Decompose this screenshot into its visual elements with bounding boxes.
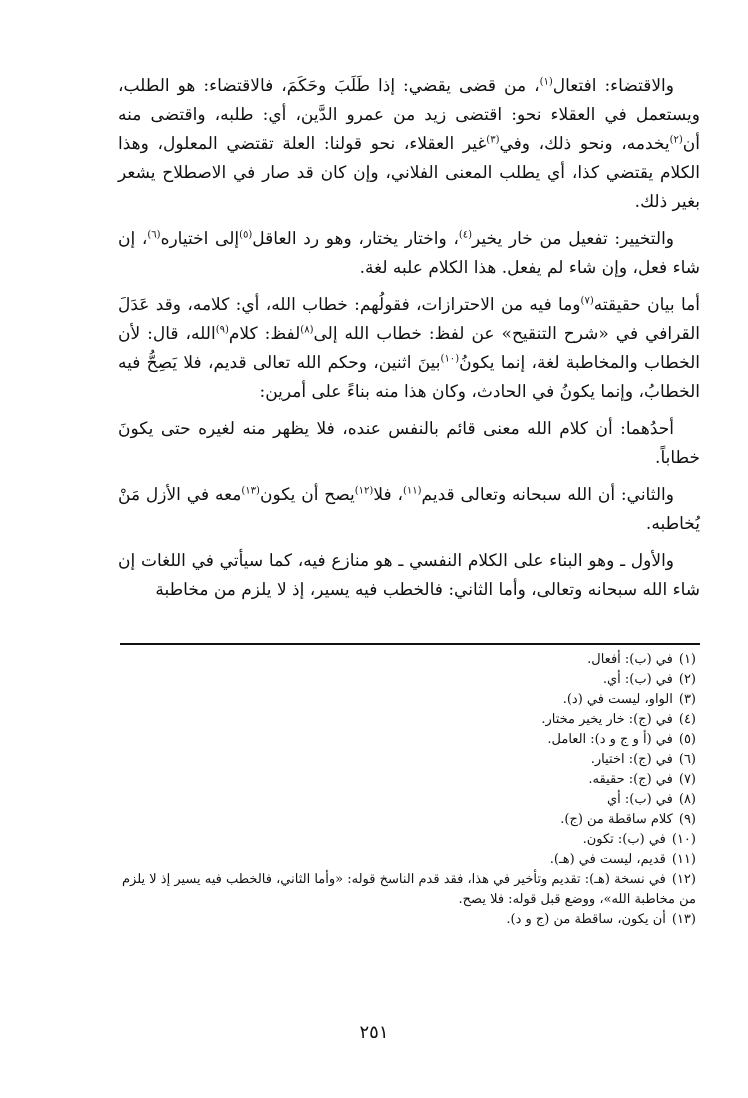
footnote-ref[interactable]: (٧): [580, 295, 594, 307]
footnote-ref[interactable]: (٣): [486, 134, 500, 146]
footnote-ref[interactable]: (١٢): [354, 485, 374, 497]
footnote-item: (٣)الواو، ليست في (د).: [562, 692, 696, 707]
footnote-item: (١٠)في (ب): تكون.: [582, 832, 696, 847]
footnote-ref[interactable]: (٨): [300, 324, 314, 336]
footnote-item: (٩)كلام ساقطة من (ج).: [560, 812, 696, 827]
footnote-ref[interactable]: (١١): [402, 485, 422, 497]
footnote-ref[interactable]: (٩): [215, 324, 229, 336]
paragraph-second: والثاني: أن الله سبحانه وتعالى قديم$^{(١١)}$، فلا$^{(١٢)}$يصح أن يكون$^{(١٣)}$معه في الأزل مَنْ يُخاطبه.: [118, 485, 700, 534]
page-number: ٢٥١: [359, 1022, 389, 1043]
footnote-item: (٤)في (ج): خار يخير مختار.: [541, 712, 696, 727]
footnote-divider: [120, 643, 700, 645]
footnote-ref[interactable]: (٦): [147, 229, 161, 241]
main-text: [118, 72, 700, 613]
footnote-ref[interactable]: (١٠): [440, 353, 460, 365]
footnote-ref[interactable]: (١٣): [241, 485, 260, 497]
paragraph-takhyir: والتخيير: تفعيل من خار يخير$^{(٤)}$، واختار يختار، وهو رد العاقل$^{(٥)}$إلى اختياره$^{(٦)}$، إن شاء فعل، وإن شاء لم يفعل. هذا الكلام علبه لغة.: [118, 229, 700, 278]
footnote-ref[interactable]: (٥): [239, 229, 253, 241]
footnote-item: (١٣)أن يكون، ساقطة من (ج و د).: [506, 912, 696, 927]
footnote-item: (٧)في (ج): حقيقه.: [588, 772, 696, 787]
footnote-item: (٦)في (ج): اختيار.: [590, 752, 696, 767]
footnotes-list: [118, 650, 700, 930]
paragraph-first: أحدُهما: أن كلام الله معنى قائم بالنفس عنده، فلا يظهر منه لغيره حتى يكونَ خطاباً.: [118, 419, 700, 468]
footnote-item: (١٢)في نسخة (هـ): تقديم وتأخير في هذا، فقد قدم الناسخ قوله: «وأما الثاني، فالخطب فيه يسير إذ لا يلزم من مخاطبة الله»، ووضع قبل قوله: فلا يصح.: [121, 872, 696, 907]
footnote-ref[interactable]: (٤): [458, 229, 473, 241]
footnote-item: (١١)قديم، ليست في (هـ).: [549, 852, 696, 867]
paragraph-haqiqa: أما بيان حقيقته$^{(٧)}$وما فيه من الاحترازات، فقولُهم: خطاب الله، أي: كلامه، وقد عَدَلَ القرافي في «شرح التنقيح» عن لفظ: خطاب الله إلى$^{(٨)}$لفظ: كلام$^{(٩)}$الله، قال: لأن الخطاب والمخاطبة لغة، إنما يكونُ$^{(١٠)}$بينَ اثنين، وحكم الله تعالى قديم، فلا يَصِحُّ فيه الخطابُ، وإنما يكونُ في الحادث، وكان هذا منه بناءً على أمرين:: [118, 295, 700, 402]
footnote-ref[interactable]: (١): [539, 76, 553, 88]
paragraph-iqtida: والاقتضاء: افتعال$^{(١)}$، من قضى يقضي: إذا طَلَبَ وحَكَمَ، فالاقتضاء: هو الطلب، ويستعمل في العقلاء نحو: اقتضى زيد من عمرو الدَّين، أي: طلبه، واقتضى منه أن$^{(٢)}$يخدمه، ونحو ذلك، وفي$^{(٣)}$غير العقلاء، نحو قولنا: العلة تقتضي المعلول، وهذا الكلام يقتضي كذا، أي يطلب المعنى الفلاني، وإن كان قد صار في الاصطلاح يشعر بغير ذلك.: [118, 76, 700, 212]
footnote-item: (٢)في (ب): أي.: [602, 672, 696, 687]
footnote-item: (١)في (ب): أفعال.: [587, 652, 696, 667]
paragraph-awwal: والأول ـ وهو البناء على الكلام النفسي ـ هو منازع فيه، كما سيأتي في اللغات إن شاء الله سبحانه وتعالى، وأما الثاني: فالخطب فيه يسير، إذ لا يلزم من مخاطبة: [118, 551, 700, 600]
footnote-item: (٨)في (ب): أي: [606, 792, 696, 807]
footnote-ref[interactable]: (٢): [669, 134, 683, 146]
footnote-item: (٥)في (أ و ج و د): العامل.: [547, 732, 696, 747]
